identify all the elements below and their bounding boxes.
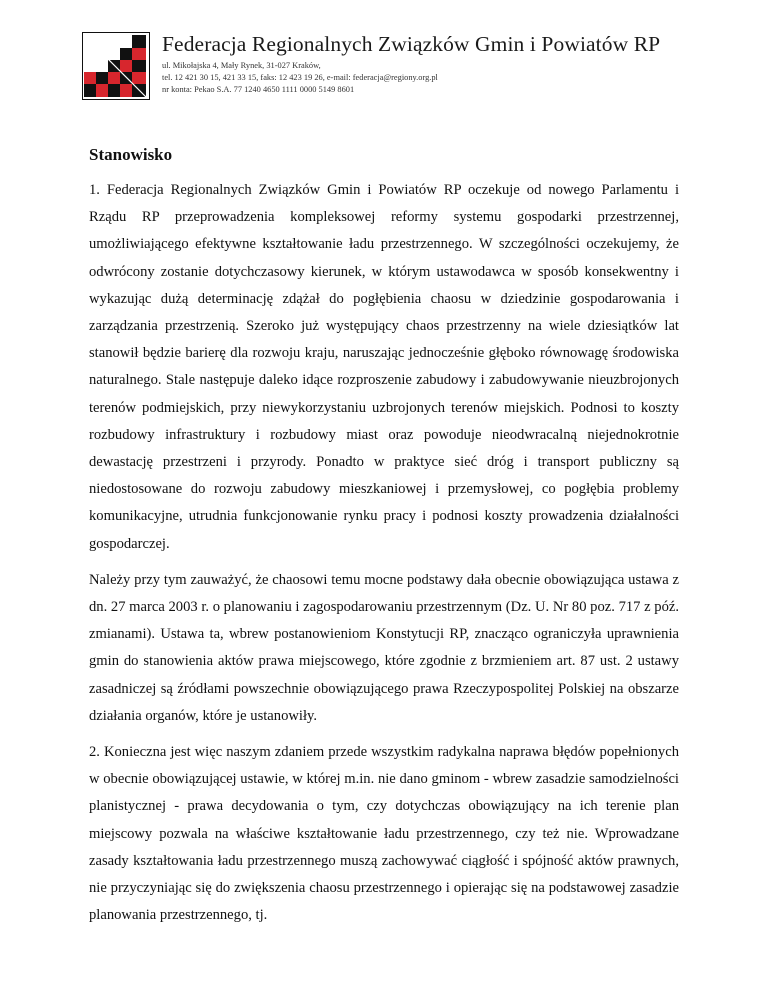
paragraph-2: Należy przy tym zauważyć, że chaosowi temu mocne podstawy dała obecnie obowiązująca ustawa z dn. 27 marca 2003 r. o planowaniu i zagospodarowaniu przestrzennym (Dz. U. Nr 80 poz. 717 z póź. zmianami). Ustawa ta, wbrew postanowieniom Konstytucji RP, znacząco ograniczyła uprawnienia gmin do stanowienia aktów prawa miejscowego, które zgodnie z brzmieniem art. 87 ust. 2 ustawy zasadniczej są źródłami powszechnie obowiązującego prawa Rzeczypospolitej Polskiej na obszarze działania organów, które je ustanowiły. <box>89 571 679 724</box>
letterhead <box>82 30 702 110</box>
document-title: Stanowisko <box>89 145 173 164</box>
stairs-logo-icon <box>82 32 150 100</box>
organization-bank-account: nr konta: Pekao S.A. 77 1240 4650 1111 0000 5149 8601 <box>162 85 355 94</box>
organization-address: ul. Mikołajska 4, Mały Rynek, 31-027 Kraków, <box>162 61 321 70</box>
document-body <box>89 177 679 938</box>
organization-contact: tel. 12 421 30 15, 421 33 15, faks: 12 423 19 26, e-mail: federacja@regiony.org.pl <box>162 73 438 82</box>
organization-name: Federacja Regionalnych Związków Gmin i Powiatów RP <box>162 32 661 56</box>
paragraph-1: 1. Federacja Regionalnych Związków Gmin i Powiatów RP oczekuje od nowego Parlamentu i Rządu RP przeprowadzenia kompleksowej reformy systemu gospodarki przestrzennej, umożliwiającego efektywne kształtowanie ładu przestrzennego. W szczególności oczekujemy, że odwrócony zostanie dotychczasowy kierunek, w którym ustawodawca w sposób konsekwentny i wykazując dużą determinację zdążał do pogłębienia chaosu w dziedzinie gospodarowania i zarządzania przestrzenią. Szeroko już występujący chaos przestrzenny na wiele dziesiątków lat stanowił będzie barierę dla rozwoju kraju, naruszając jednocześnie głęboko równowagę środowiska naturalnego. Stale następuje daleko idące rozproszenie zabudowy i zabudowywanie nieuzbrojonych terenów podmiejskich, przy niewykorzystaniu uzbrojonych terenów miejskich. Podnosi to koszty rozbudowy infrastruktury i rozbudowy miast oraz powoduje nieodwracalną niejednokrotnie dewastację przestrzeni i przyrody. Ponadto w praktyce sieć dróg i transport publiczny są niedostosowane do rozwoju zabudowy mieszkaniowej i przemysłowej, co pogłębia problemy komunikacyjne, utrudnia funkcjonowanie rynku pracy i podnosi koszty prowadzenia działalności gospodarczej. <box>89 182 679 552</box>
paragraph-3: 2. Konieczna jest więc naszym zdaniem przede wszystkim radykalna naprawa błędów popełnionych w obecnie obowiązującej ustawie, w której m.in. nie dano gminom - wbrew zasadzie samodzielności planistycznej - prawa decydowania o tym, czy dotychczas obowiązujący na ich terenie plan miejscowy pozwala na właściwe kształtowanie ładu przestrzennego, czy też nie. Wprowadzane zasady kształtowania ładu przestrzennego muszą zachowywać ciągłość i spójność aktów prawnych, nie przyczyniając się do zwiększenia chaosu przestrzennego i opierając się na podstawowej zasadzie planowania przestrzennego, tj. <box>89 744 679 924</box>
